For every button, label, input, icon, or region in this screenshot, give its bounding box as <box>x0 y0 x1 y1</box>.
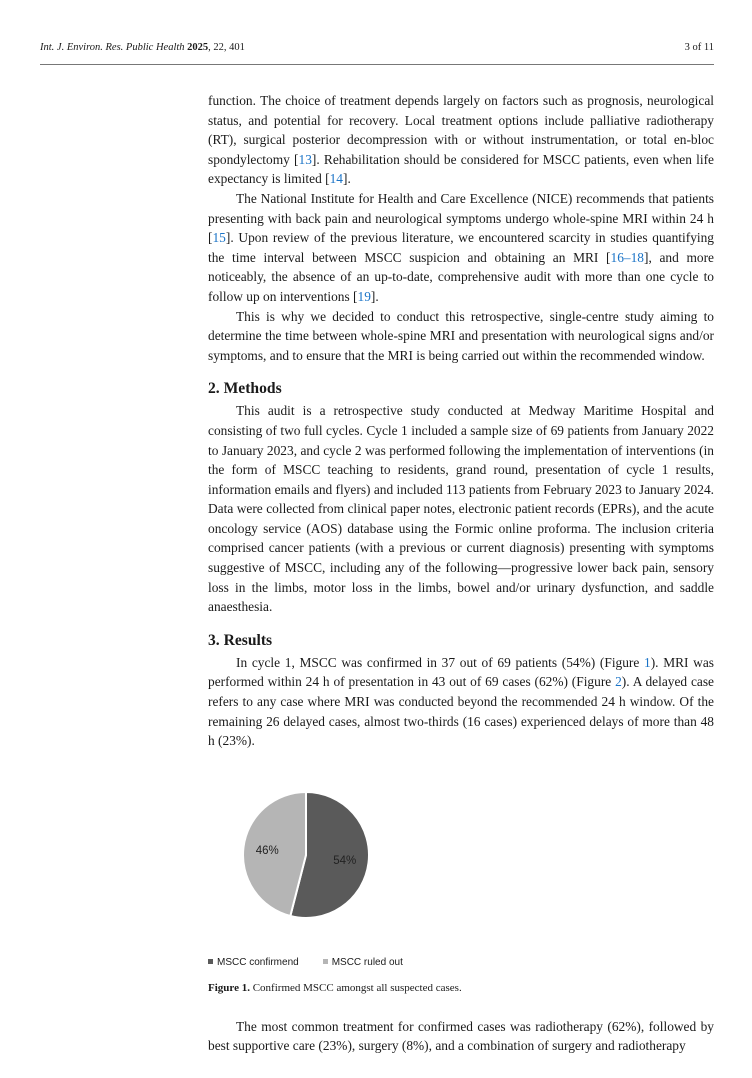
text-run: ]. Rehabilitation should be considered for MSCC patients, even when life expectancy is limited [ <box>208 151 714 187</box>
running-header <box>40 42 714 58</box>
text-run: ]. <box>370 288 379 304</box>
legend-label: MSCC confirmend <box>217 956 299 968</box>
text-run: In cycle 1, MSCC was confirmed in 37 out of 69 patients (54%) (Figure <box>236 654 645 670</box>
paragraph-results <box>208 653 714 751</box>
pie-data-label-1: 54% <box>333 854 357 867</box>
citation-link[interactable]: 2 <box>615 674 622 690</box>
chart-legend <box>208 957 714 971</box>
legend-item-2 <box>323 957 403 968</box>
caption-text: Confirmed MSCC amongst all suspected cases. <box>249 981 462 994</box>
citation-link[interactable]: 15 <box>212 230 226 246</box>
figure-1-caption <box>208 981 714 995</box>
body-column <box>208 91 714 1056</box>
text-run: ). A delayed case refers to any case where MRI was conducted beyond the recommended 24 h window. Of the remaining 26 delayed cases, almost two-thirds (16 cases) experienced delays of more than 48 h (23%). <box>208 674 714 749</box>
journal-citation <box>40 42 245 53</box>
journal-year: 2025 <box>187 42 209 53</box>
legend-item-1 <box>208 957 299 968</box>
citation-link[interactable]: 19 <box>357 288 371 304</box>
journal-volume: , 22, 401 <box>208 42 245 53</box>
caption-label: Figure 1. <box>208 981 250 994</box>
text-run: ], and more noticeably, the absence of an up-to-date, comprehensive audit with more than one cycle to follow up on interventions [ <box>208 249 714 304</box>
legend-swatch <box>323 959 328 964</box>
legend-label: MSCC ruled out <box>331 956 403 968</box>
header-rule <box>40 64 714 65</box>
section-heading-methods: 2. Methods <box>208 380 282 398</box>
text-run: function. The choice of treatment depends largely on factors such as prognosis, neurological status, and potential for recovery. Local treatment options include palliative radiotherapy (RT), surgical posterior decompression with or without instrumentation, or total en-bloc spondylectomy [ <box>208 93 714 167</box>
paragraph-methods: This audit is a retrospective study conducted at Medway Maritime Hospital and consisting of two full cycles. Cycle 1 included a sample size of 69 patients from January 2022 to January 2023, and cycle 2 was performed following the implementation of interventions (in the form of MSCC teaching to residents, grand round, presentation of cycle 1 results, information emails and flyers) and included 113 patients from February 2023 to January 2024. Data were collected from clinical paper notes, electronic patient records (EPRs), and the acute oncology service (AOS) database using the Formic online proforma. The inclusion criteria comprised cancer patients (with a previous or current diagnosis) presenting with symptoms suggestive of MSCC, including any of the following—progressive lower back pain, sensory loss in the limbs, motor loss in the limbs, bowel and/or urinary dysfunction, and saddle anaesthesia. <box>208 403 714 615</box>
legend-swatch <box>208 959 213 964</box>
pie-data-label-2: 46% <box>255 844 279 857</box>
citation-link[interactable]: 14 <box>329 171 343 187</box>
journal-name: Int. J. Environ. Res. Public Health <box>40 42 185 53</box>
paragraph-aim: This is why we decided to conduct this retrospective, single-centre study aiming to determine the time between whole-spine MRI and presentation with neurological signs and/or symptoms, and to ensure that the MRI is being carried out within the recommended window. <box>208 308 714 363</box>
citation-link[interactable]: 16–18 <box>610 249 644 265</box>
paragraph-treatment-results: The most common treatment for confirmed cases was radiotherapy (62%), followed by best supportive care (23%), surgery (8%), and a combination of surgery and radiotherapy <box>208 1018 714 1054</box>
text-run: The National Institute for Health and Care Excellence (NICE) recommends that patients presenting with back pain and neurological symptoms undergo whole-spine MRI within 24 h [ <box>208 190 714 246</box>
page-number: 3 of 11 <box>684 42 714 53</box>
text-run: ). MRI was performed within 24 h of presentation in 43 out of 69 cases (62%) (Figure <box>208 654 715 690</box>
section-heading-results: 3. Results <box>208 631 273 649</box>
citation-link[interactable]: 13 <box>298 151 312 167</box>
paragraph-treatment <box>208 91 714 189</box>
figure-1-pie-chart <box>208 761 714 949</box>
pie-chart-svg <box>208 761 714 949</box>
text-run: ]. <box>342 171 351 187</box>
paragraph-nice <box>208 189 714 307</box>
citation-link[interactable]: 1 <box>644 654 651 670</box>
text-run: ]. Upon review of the previous literature, we encountered scarcity in studies quantifying the time interval between MSCC suspicion and obtaining an MRI [ <box>208 230 714 265</box>
